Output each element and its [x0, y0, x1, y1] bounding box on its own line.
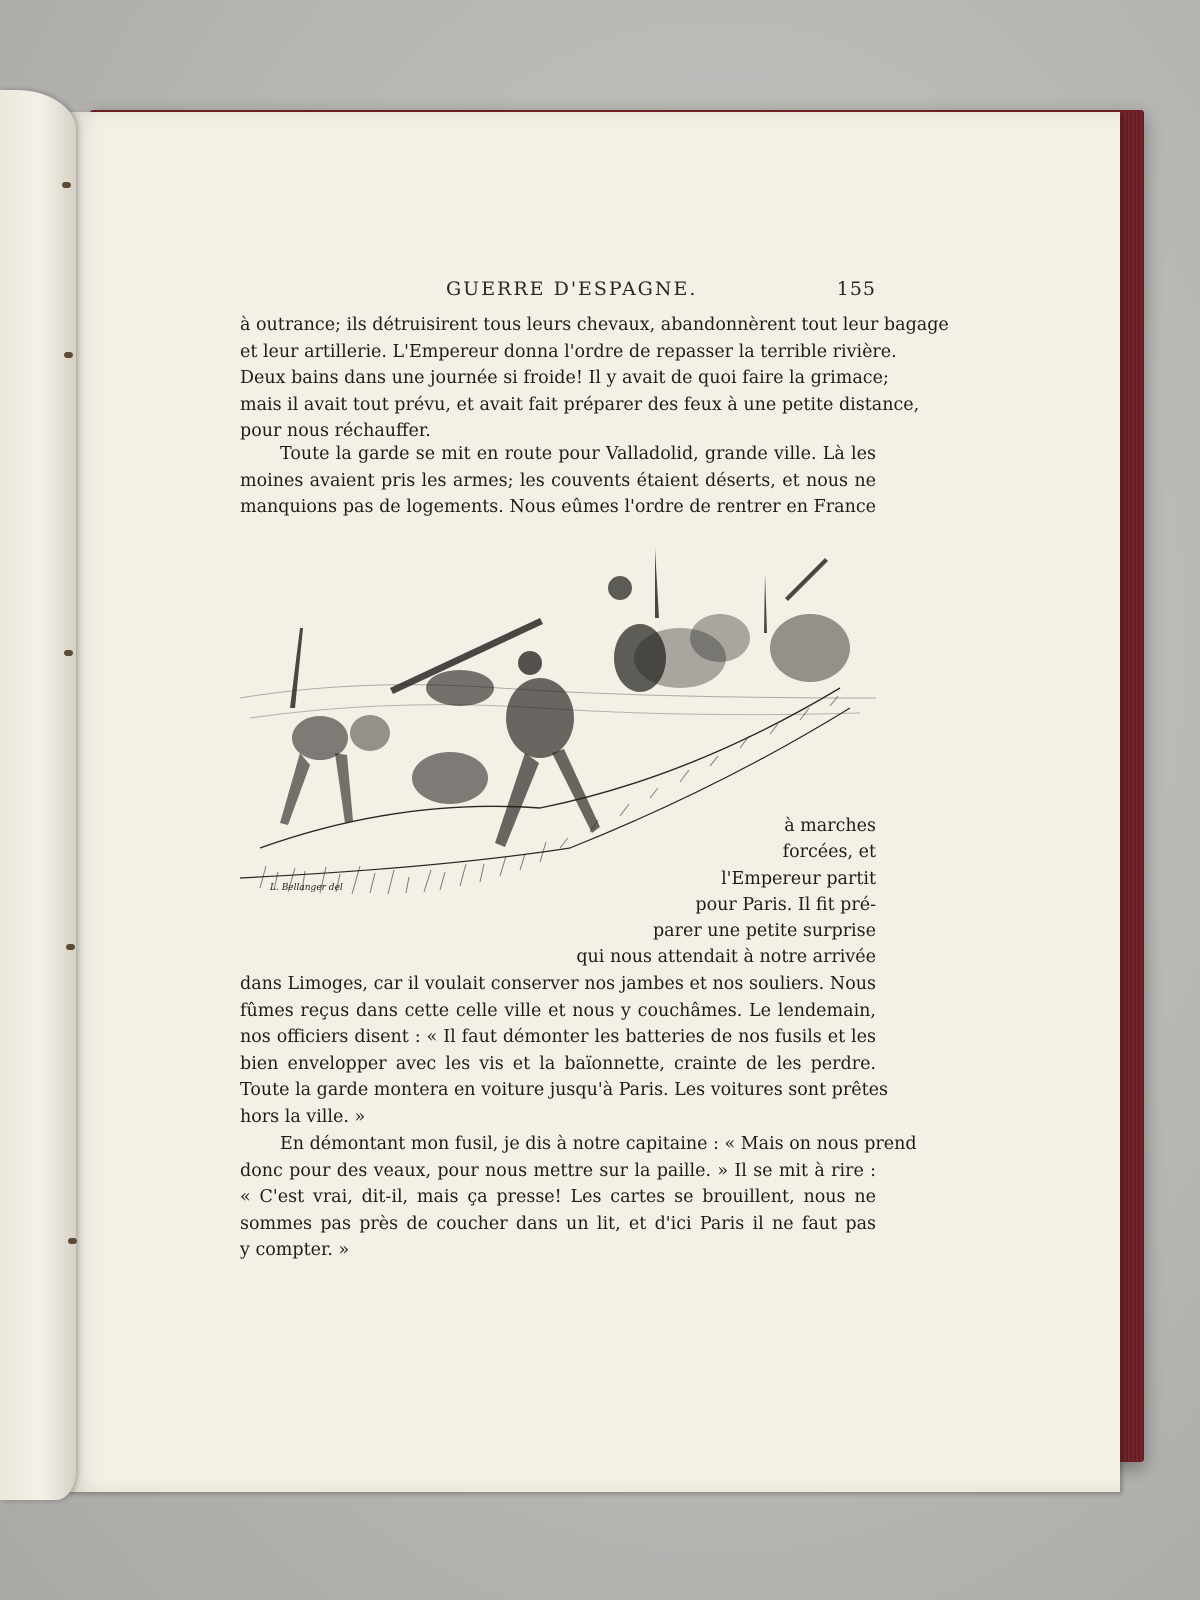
text-line: qui nous attendait à notre arrivée [576, 947, 876, 968]
chapter-title: GUERRE D'ESPAGNE. [446, 278, 698, 300]
text-line: pour nous réchauffer. [240, 421, 431, 442]
paragraph-top [240, 312, 949, 445]
text-line: dans Limoges, car il voulait conserver nos jambes et nos souliers. Nous [240, 974, 876, 994]
text-line: bien envelopper avec les vis et la baïonnette, crainte de les perdre. [240, 1053, 876, 1074]
paragraph-limoges [240, 971, 888, 1131]
text-line: manquions pas de logements. Nous eûmes l'ordre de rentrer en France [240, 497, 876, 518]
page-number: 155 [836, 278, 876, 300]
text-line: pour Paris. Il fit pré- [695, 894, 876, 915]
text-line: moines avaient pris les armes; les couvents étaient déserts, et nous ne [240, 470, 876, 491]
text-line: Toute la garde se mit en route pour Valladolid, grande ville. Là les [280, 444, 876, 464]
illustration-signature: L. Bellanger del [270, 883, 343, 893]
binding-stitch [64, 352, 73, 358]
binding-stitch [64, 650, 73, 656]
text-line: « C'est vrai, dit-il, mais ça presse! Les cartes se brouillent, nous ne [240, 1187, 876, 1208]
paragraph-capitaine [240, 1131, 917, 1264]
text-line: parer une petite surprise [652, 921, 876, 942]
binding-stitch [68, 1238, 77, 1244]
text-line: à outrance; ils détruisirent tous leurs chevaux, abandonnèrent tout leur bagage [240, 315, 949, 335]
text-line: Toute la garde montera en voiture jusqu'à Paris. Les voitures sont prêtes [240, 1080, 888, 1101]
text-line: En démontant mon fusil, je dis à notre capitaine : « Mais on nous prend [280, 1134, 917, 1154]
text-line: nos officiers disent : « Il faut démonter les batteries de nos fusils et les [240, 1027, 876, 1048]
text-line: y compter. » [240, 1240, 350, 1261]
text-line: donc pour des veaux, pour nous mettre sur la paille. » Il se mit à rire : [240, 1160, 876, 1181]
text-line: fûmes reçus dans cette celle ville et nous y couchâmes. Le lendemain, [240, 1000, 876, 1021]
paragraph-beside-illustration [240, 813, 876, 971]
text-line: sommes pas près de coucher dans un lit, et d'ici Paris il ne faut pas [240, 1213, 876, 1234]
running-head [240, 278, 876, 308]
binding-stitch [66, 944, 75, 950]
binding-stitch [62, 182, 71, 188]
text-line: forcées, et [782, 842, 876, 863]
left-page-edge [0, 90, 76, 1500]
text-line: et leur artillerie. L'Empereur donna l'ordre de repasser la terrible rivière. [240, 341, 897, 362]
text-line: mais il avait tout prévu, et avait fait préparer des feux à une petite distance, [240, 394, 920, 415]
text-line: l'Empereur partit [721, 868, 876, 889]
text-line: à marches [784, 816, 876, 836]
text-line: Deux bains dans une journée si froide! Il y avait de quoi faire la grimace; [240, 368, 889, 389]
paragraph-valladolid [240, 441, 876, 521]
text-line: hors la ville. » [240, 1106, 366, 1127]
